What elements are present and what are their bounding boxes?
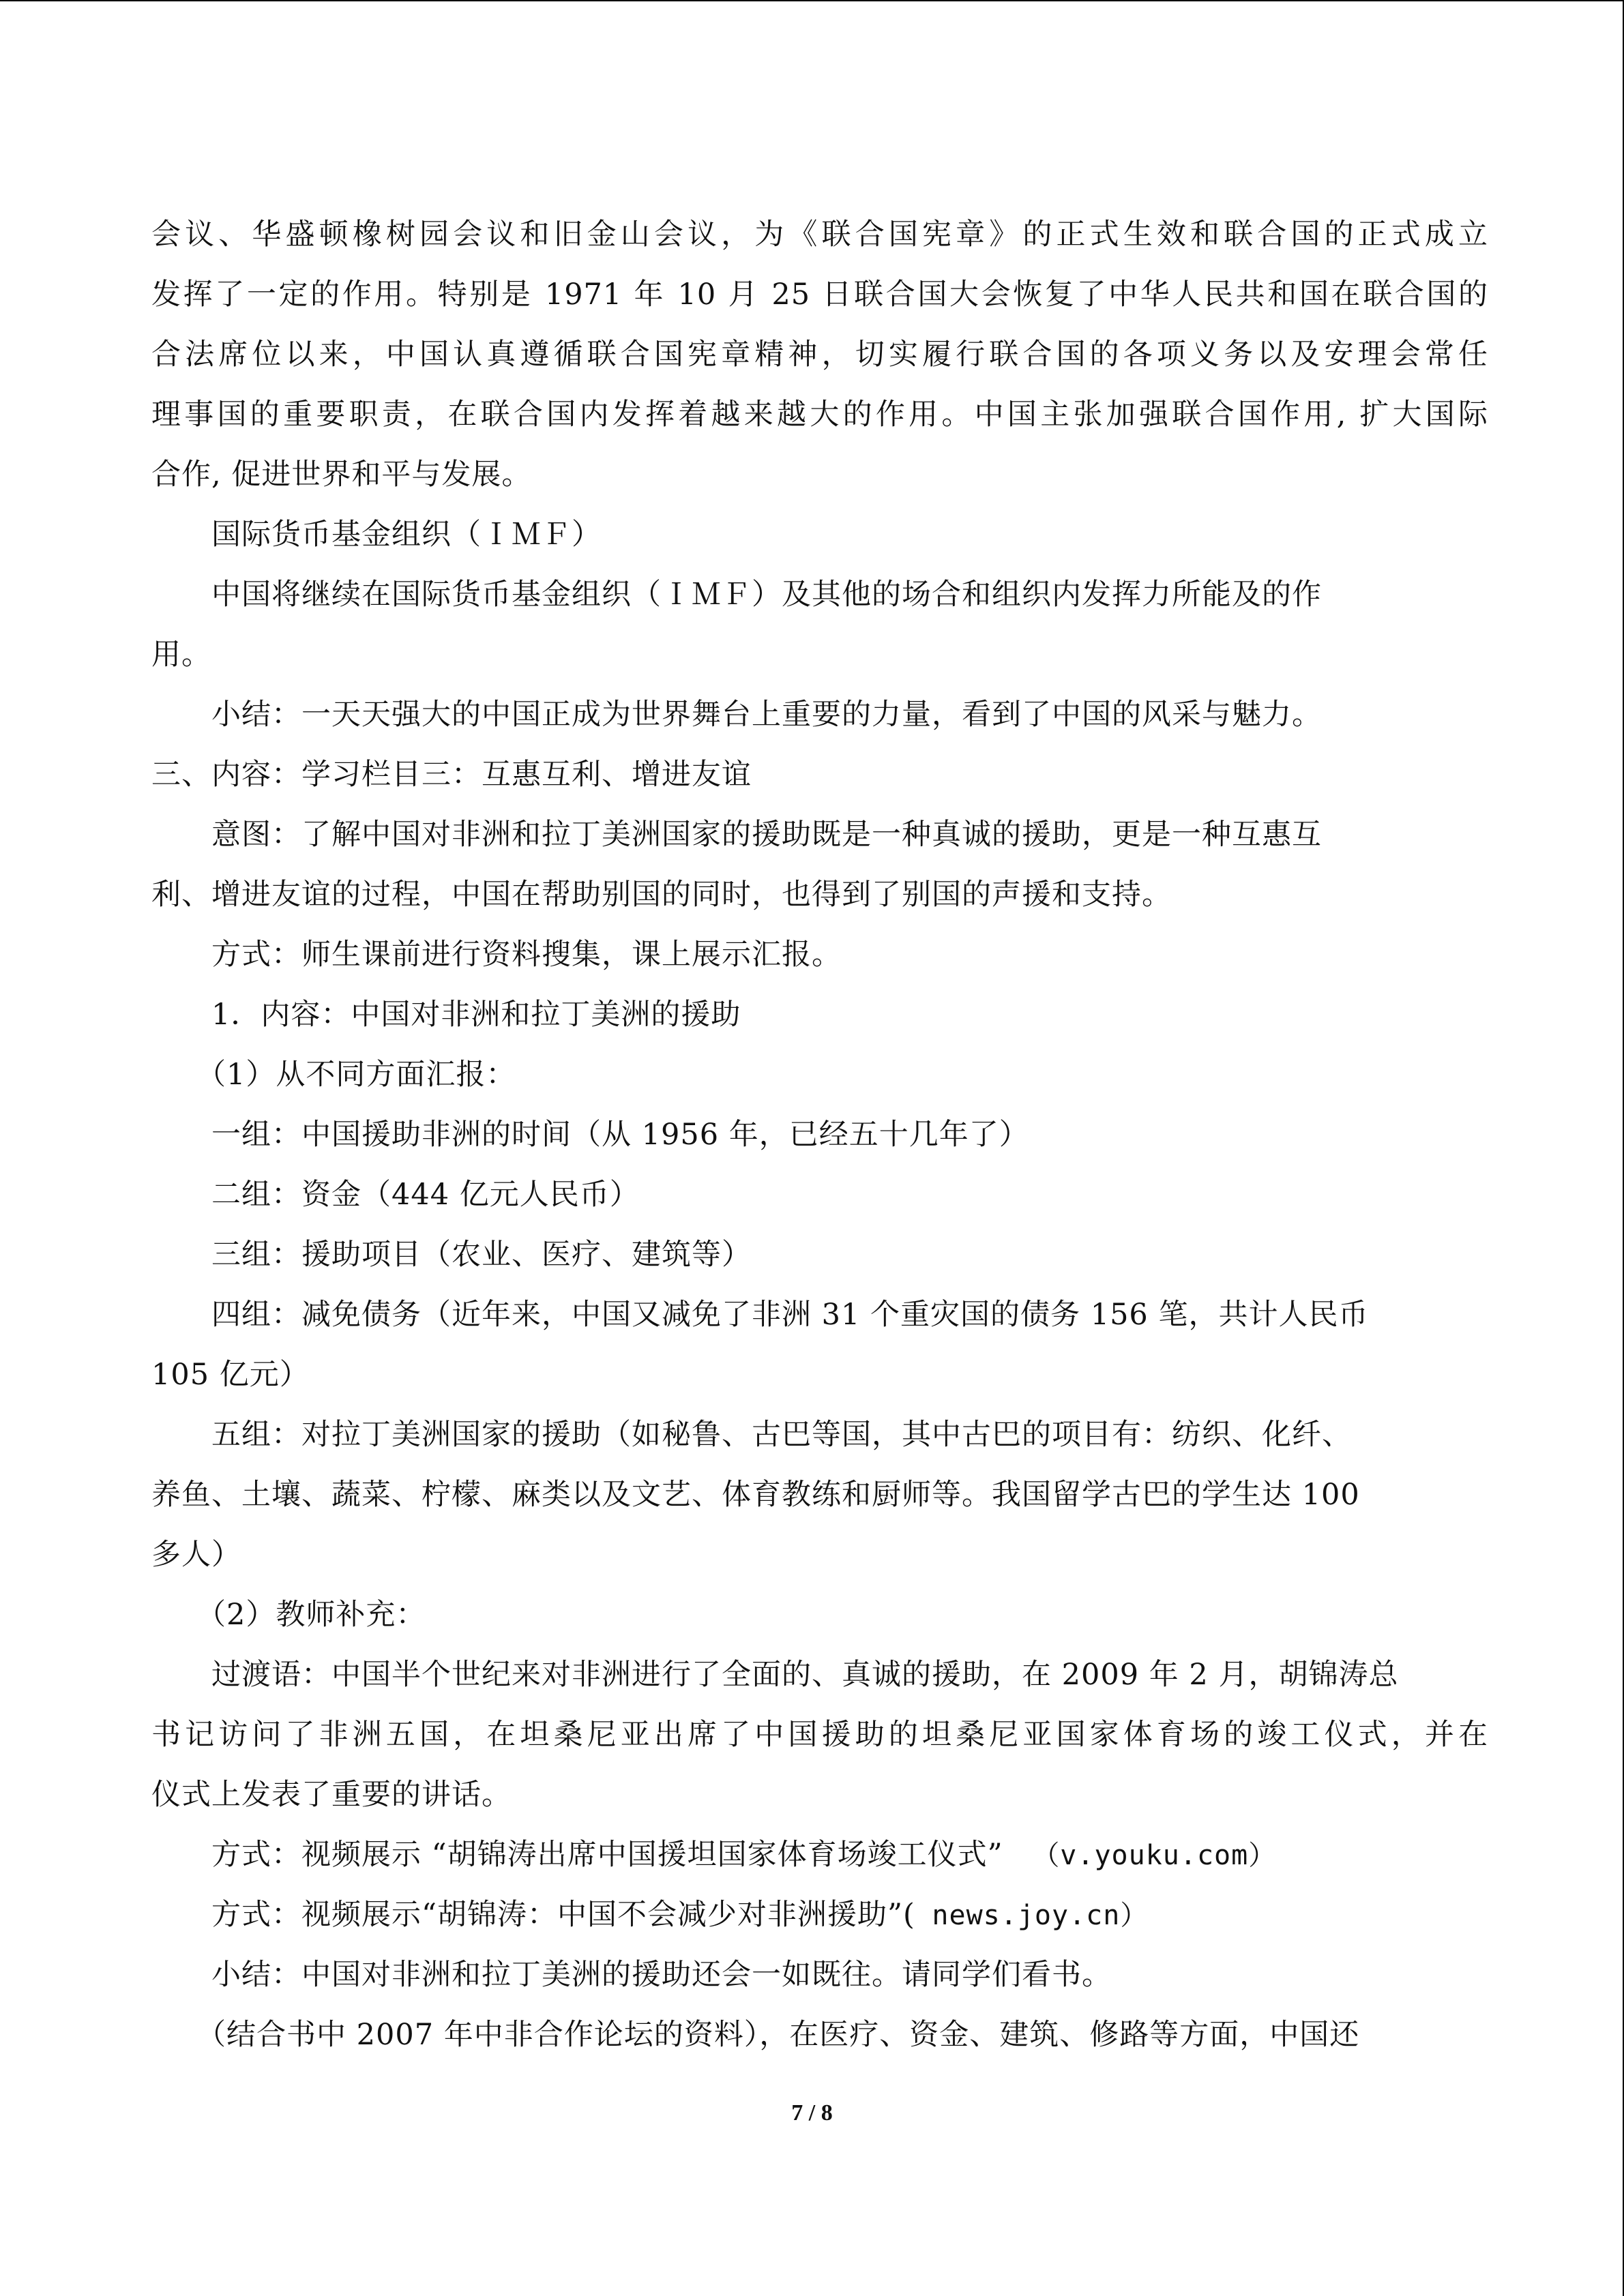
page-border-top [0,0,1624,1]
page-number: 7 / 8 [791,2100,833,2126]
video-caption: 方式：视频展示“胡锦涛：中国不会减少对非洲援助”( [211,1898,915,1932]
paragraph-line: 中国将继续在国际货币基金组织（ＩＭＦ）及其他的场合和组织内发挥力所能及的作 [211,578,1322,612]
paragraph-line: 意图：了解中国对非洲和拉丁美洲国家的援助既是一种真诚的援助，更是一种互惠互 [211,818,1322,852]
paragraph-line: 会议、华盛顿橡树园会议和旧金山会议，为《联合国宪章》的正式生效和联合国的正式成立 [151,218,1488,252]
summary-line: 小结：一天天强大的中国正成为世界舞台上重要的力量，看到了中国的风采与魅力。 [211,698,1322,732]
video-caption: 方式：视频展示 “胡锦涛出席中国援坦国家体育场竣工仪式” [211,1838,1003,1872]
paragraph-line: 合作, 促进世界和平与发展。 [151,458,532,492]
paragraph-line: 理事国的重要职责，在联合国内发挥着越来越大的作用。中国主张加强联合国作用, 扩大国际 [151,398,1488,432]
group-item: 一组：中国援助非洲的时间（从 1956 年，已经五十几年了） [211,1118,1029,1152]
group-item: 五组：对拉丁美洲国家的援助（如秘鲁、古巴等国，其中古巴的项目有：纺织、化纤、 [211,1418,1352,1452]
document-body [151,205,1488,2065]
paragraph-line: 仪式上发表了重要的讲话。 [151,1778,512,1812]
paragraph-line: 过渡语：中国半个世纪来对非洲进行了全面的、真诚的援助，在 2009 年 2 月，胡锦涛总 [211,1658,1399,1692]
group-item: 三组：援助项目（农业、医疗、建筑等） [211,1238,752,1272]
paragraph-line: 利、增进友谊的过程，中国在帮助别国的同时，也得到了别国的声援和支持。 [151,878,1172,912]
group-item-continued: 养鱼、土壤、蔬菜、柠檬、麻类以及文艺、体育教练和厨师等。我国留学古巴的学生达 100 [151,1478,1360,1512]
section-heading-three: 三、内容：学习栏目三：互惠互利、增进友谊 [151,758,752,792]
section-heading-imf: 国际货币基金组织（ＩＭＦ） [211,518,602,552]
group-item-continued: 105 亿元） [151,1358,310,1392]
paragraph-line: 方式：师生课前进行资料搜集，课上展示汇报。 [211,938,842,972]
summary-line: 小结：中国对非洲和拉丁美洲的援助还会一如既往。请同学们看书。 [211,1958,1112,1992]
subheading-line: 1．内容：中国对非洲和拉丁美洲的援助 [211,998,741,1032]
video-line [151,1885,1488,1945]
group-item: 二组：资金（444 亿元人民币） [211,1178,640,1212]
group-item-continued: 多人） [151,1538,241,1572]
paragraph-line: 书记访问了非洲五国，在坦桑尼亚出席了中国援助的坦桑尼亚国家体育场的竣工仪式，并在 [151,1718,1488,1752]
paragraph-line: 合法席位以来，中国认真遵循联合国宪章精神，切实履行联合国的各项义务以及安理会常任 [151,338,1488,372]
video-source-link[interactable]: （v.youku.com） [1032,1840,1277,1871]
paragraph-line: （结合书中 2007 年中非合作论坛的资料），在医疗、资金、建筑、修路等方面，中国还 [196,2018,1360,2052]
subheading-line: （1）从不同方面汇报： [196,1058,516,1092]
group-item: 四组：减免债务（近年来，中国又减免了非洲 31 个重灾国的债务 156 笔，共计人民币 [211,1298,1369,1332]
video-line [151,1825,1488,1885]
paragraph-line: 发挥了一定的作用。特别是 1971 年 10 月 25 日联合国大会恢复了中华人民共和国在联合国的 [151,278,1488,312]
subheading-line: （2）教师补充： [196,1598,426,1632]
paragraph-line: 用。 [151,638,211,672]
video-source-link[interactable]: news.joy.cn） [932,1900,1149,1931]
